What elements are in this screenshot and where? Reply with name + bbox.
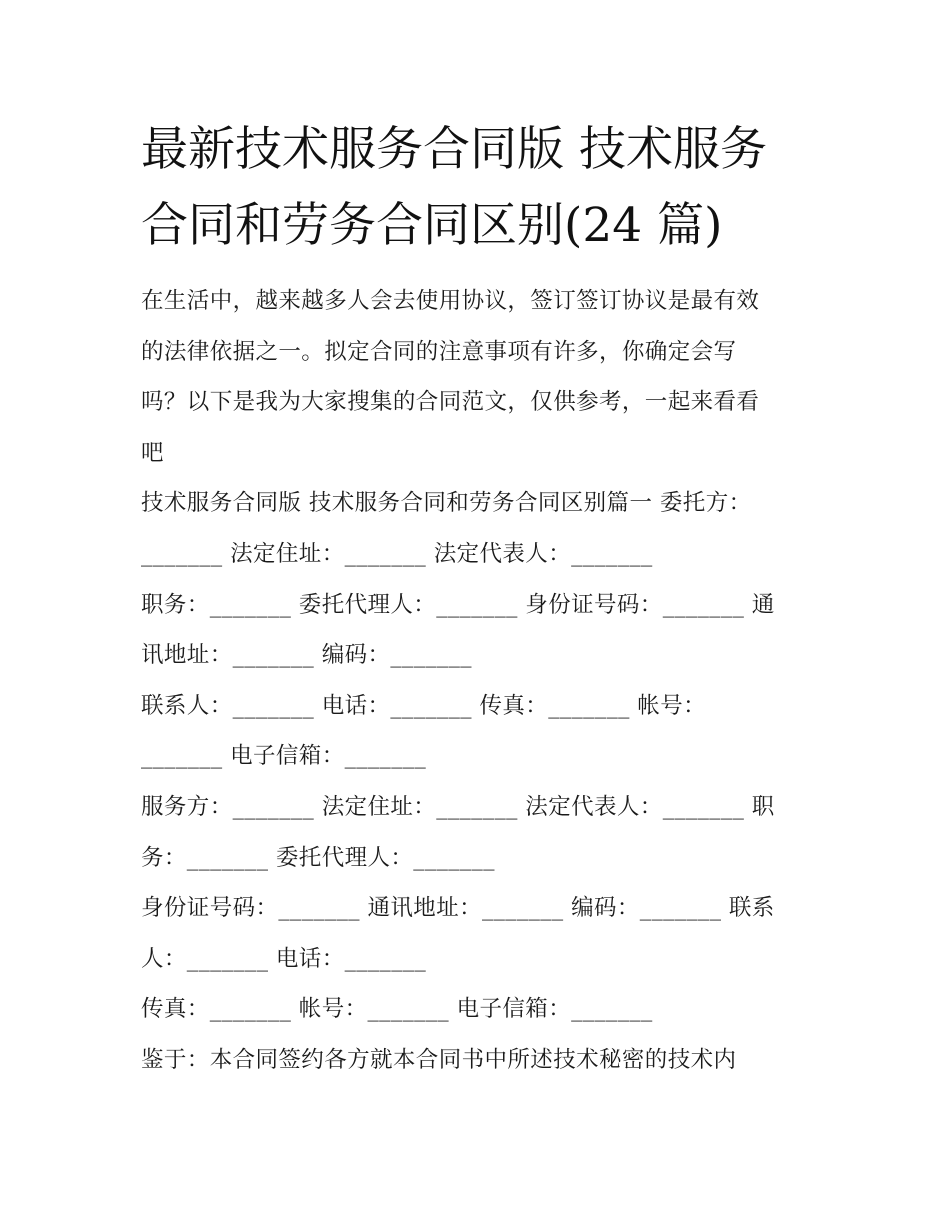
title-line: 最新技术服务合同版 技术服务 [141, 122, 767, 177]
body-line: 传真：_______ 帐号：_______ 电子信箱：_______ [141, 996, 653, 1023]
body-line: 联系人：_______ 电话：_______ 传真：_______ 帐号： [141, 692, 707, 719]
body-line: 服务方：_______ 法定住址：_______ 法定代表人：_______ 职 [141, 793, 775, 820]
body-line: 讯地址：_______ 编码：_______ [141, 642, 472, 669]
intro-line: 吧 [141, 439, 164, 466]
document-title [141, 112, 813, 264]
body-line: 技术服务合同版 技术服务合同和劳务合同区别篇一 委托方： [141, 490, 752, 517]
body-line: 职务：_______ 委托代理人：_______ 身份证号码：_______ 通 [141, 591, 775, 618]
body-line: 鉴于：本合同签约各方就本合同书中所述技术秘密的技术内 [141, 1046, 737, 1073]
intro-line: 吗？以下是我为大家搜集的合同范文，仅供参考，一起来看看 [141, 389, 760, 416]
intro-line: 的法律依据之一。拟定合同的注意事项有许多，你确定会写 [141, 338, 737, 365]
body-line: 身份证号码：_______ 通讯地址：_______ 编码：_______ 联系 [141, 895, 775, 922]
intro-line: 在生活中，越来越多人会去使用协议，签订签订协议是最有效 [141, 288, 760, 314]
title-line: 合同和劳务合同区别(24 篇) [141, 198, 723, 253]
body-line: 人：_______ 电话：_______ [141, 945, 427, 972]
contract-body [141, 478, 813, 1085]
document-content [141, 112, 813, 1086]
intro-paragraph [141, 276, 813, 478]
body-line: _______ 电子信箱：_______ [141, 743, 427, 770]
body-line: 务：_______ 委托代理人：_______ [141, 844, 495, 871]
body-line: _______ 法定住址：_______ 法定代表人：_______ [141, 540, 653, 567]
